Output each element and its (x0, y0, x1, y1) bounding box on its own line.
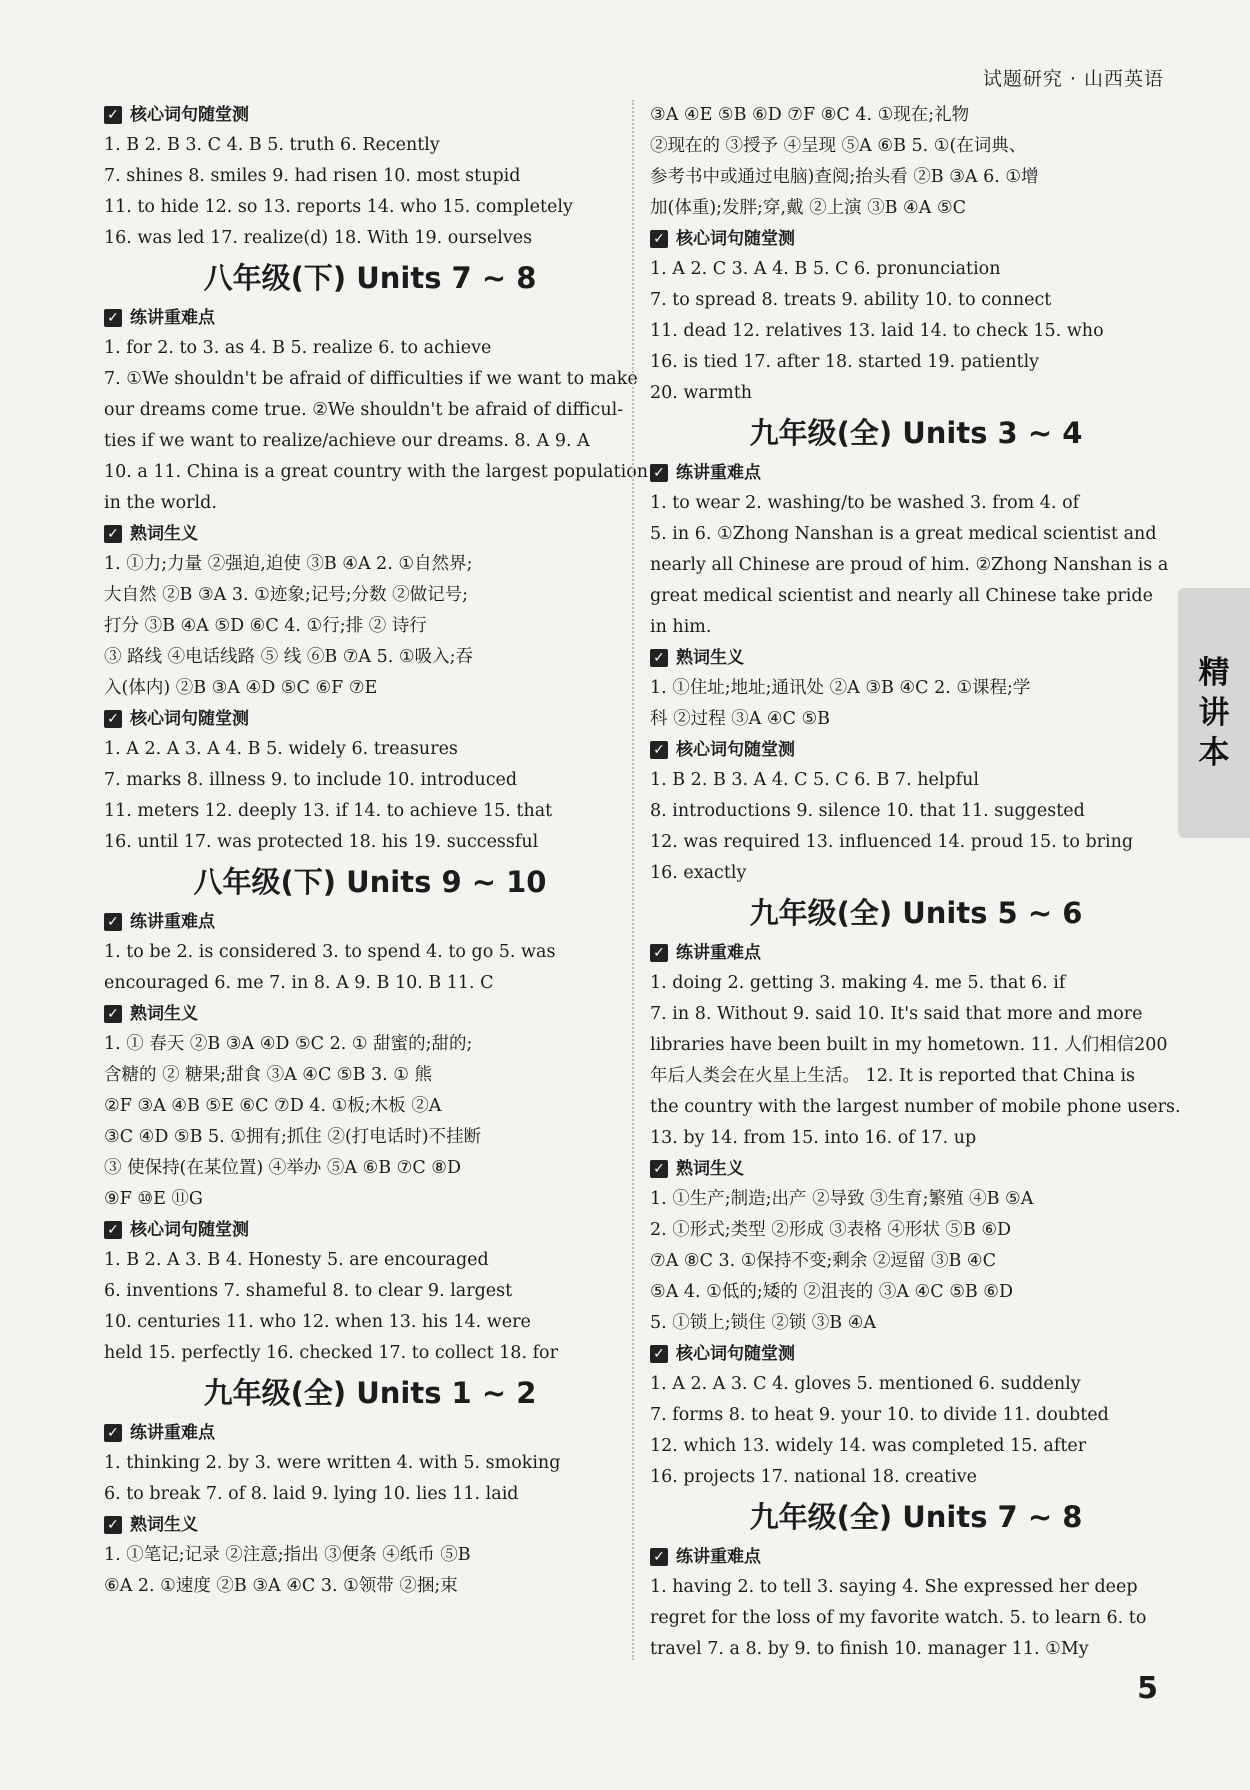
answer-line: 年后人类会在火星上生活。 12. It is reported that China is (650, 1066, 1136, 1086)
answer-line: the country with the largest number of mobile phone users. (650, 1097, 1181, 1117)
subsection-heading (650, 735, 1182, 765)
subsection-label: 核心词句随堂测 (676, 1344, 795, 1364)
answer-line: 1. to be 2. is considered 3. to spend 4. to go 5. was (104, 942, 556, 962)
answer-line: 1. to wear 2. washing/to be washed 3. from 4. of (650, 493, 1080, 513)
check-icon: ✓ (650, 1345, 668, 1363)
answer-line: ③ 使保持(在某位置) ④举办 ⑤A ⑥B ⑦C ⑧D (104, 1158, 462, 1178)
subsection-heading (650, 643, 1182, 673)
subsection-label: 核心词句随堂测 (676, 740, 795, 760)
subsection-label: 练讲重难点 (676, 1547, 761, 1567)
subsection-heading (650, 1154, 1182, 1184)
right-column (650, 100, 1182, 1665)
answer-line: 7. in 8. Without 9. said 10. It's said that more and more (650, 1004, 1143, 1024)
side-tab-char: 精 (1198, 655, 1230, 691)
answer-line: 5. in 6. ①Zhong Nanshan is a great medical scientist and (650, 524, 1157, 544)
subsection-label: 熟词生义 (676, 1159, 744, 1179)
answer-line: 1. ①笔记;记录 ②注意;指出 ③便条 ④纸币 ⑤B (104, 1545, 471, 1565)
subsection-label: 熟词生义 (130, 1004, 198, 1024)
answer-line: 1. B 2. B 3. A 4. C 5. C 6. B 7. helpful (650, 770, 979, 790)
subsection-heading (650, 224, 1182, 254)
page-header: 试题研究 · 山西英语 (982, 68, 1164, 90)
section-title: 九年级(全) Units 1 ~ 2 (203, 1376, 537, 1410)
answer-line: ②F ③A ④B ⑤E ⑥C ⑦D 4. ①板;木板 ②A (104, 1096, 442, 1116)
subsection-label: 核心词句随堂测 (130, 105, 249, 125)
subsection-heading (650, 458, 1182, 488)
page-number: 5 (1137, 1671, 1158, 1706)
answer-line: 2. ①形式;类型 ②形成 ③表格 ④形状 ⑤B ⑥D (650, 1220, 1012, 1240)
side-tab-char: 讲 (1198, 695, 1230, 731)
subsection-label: 练讲重难点 (676, 463, 761, 483)
section-title: 八年级(下) Units 7 ~ 8 (203, 261, 537, 295)
answer-line: 含糖的 ② 糖果;甜食 ③A ④C ⑤B 3. ① 熊 (104, 1065, 433, 1085)
check-icon: ✓ (104, 106, 122, 124)
check-icon: ✓ (104, 525, 122, 543)
answer-line: our dreams come true. ②We shouldn't be afraid of difficul- (104, 400, 624, 420)
answer-line: 参考书中或通过电脑)查阅;抬头看 ②B ③A 6. ①增 (650, 167, 1039, 187)
check-icon: ✓ (650, 464, 668, 482)
answer-line: 10. centuries 11. who 12. when 13. his 14. were (104, 1312, 531, 1332)
answer-line: in the world. (104, 493, 217, 513)
answer-line: 16. is tied 17. after 18. started 19. patiently (650, 352, 1040, 372)
subsection-label: 练讲重难点 (130, 1423, 215, 1443)
answer-line: nearly all Chinese are proud of him. ②Zhong Nanshan is a (650, 555, 1169, 575)
column-divider (632, 100, 634, 1660)
subsection-heading (104, 704, 636, 734)
check-icon: ✓ (104, 1221, 122, 1239)
answer-line: 1. for 2. to 3. as 4. B 5. realize 6. to achieve (104, 338, 492, 358)
answer-line: 入(体内) ②B ③A ④D ⑤C ⑥F ⑦E (104, 678, 378, 698)
answer-line: 12. was required 13. influenced 14. proud 15. to bring (650, 832, 1134, 852)
answer-line: 16. exactly (650, 863, 747, 883)
answer-line: 10. a 11. China is a great country with the largest population (104, 462, 648, 482)
answer-line: travel 7. a 8. by 9. to finish 10. manager 11. ①My (650, 1639, 1089, 1659)
answer-line: 11. meters 12. deeply 13. if 14. to achieve 15. that (104, 801, 553, 821)
left-column (104, 100, 648, 1602)
side-tab (1178, 588, 1250, 838)
check-icon: ✓ (650, 649, 668, 667)
answer-line: ③ 路线 ④电话线路 ⑤ 线 ⑥B ⑦A 5. ①吸入;吞 (104, 647, 473, 667)
answer-line: 1. A 2. A 3. A 4. B 5. widely 6. treasures (104, 739, 458, 759)
answer-line: ③A ④E ⑤B ⑥D ⑦F ⑧C 4. ①现在;礼物 (650, 105, 970, 125)
answer-line: ②现在的 ③授予 ④呈现 ⑤A ⑥B 5. ①(在词典、 (650, 136, 1027, 156)
subsection-heading (104, 1418, 636, 1448)
answer-line: ⑥A 2. ①速度 ②B ③A ④C 3. ①领带 ②捆;束 (104, 1576, 458, 1596)
subsection-heading (104, 999, 636, 1029)
answer-line: 1. A 2. C 3. A 4. B 5. C 6. pronunciation (650, 259, 1001, 279)
answer-line: 1. thinking 2. by 3. were written 4. with 5. smoking (104, 1453, 561, 1473)
answer-line: 1. ①生产;制造;出产 ②导致 ③生育;繁殖 ④B ⑤A (650, 1189, 1034, 1209)
check-icon: ✓ (104, 1005, 122, 1023)
check-icon: ✓ (104, 1516, 122, 1534)
answer-line: 13. by 14. from 15. into 16. of 17. up (650, 1128, 977, 1148)
subsection-label: 练讲重难点 (130, 308, 215, 328)
answer-line: 1. ① 春天 ②B ③A ④D ⑤C 2. ① 甜蜜的;甜的; (104, 1034, 473, 1054)
answer-line: 1. having 2. to tell 3. saying 4. She expressed her deep (650, 1577, 1138, 1597)
answer-line: 8. introductions 9. silence 10. that 11. suggested (650, 801, 1085, 821)
subsection-label: 熟词生义 (676, 648, 744, 668)
side-tab-char: 本 (1198, 735, 1230, 771)
subsection-heading (104, 907, 636, 937)
answer-line: 11. dead 12. relatives 13. laid 14. to check 15. who (650, 321, 1104, 341)
subsection-heading (104, 303, 636, 333)
answer-line: in him. (650, 617, 712, 637)
subsection-heading (650, 938, 1182, 968)
subsection-heading (104, 519, 636, 549)
subsection-label: 练讲重难点 (130, 912, 215, 932)
answer-line: 7. marks 8. illness 9. to include 10. introduced (104, 770, 518, 790)
subsection-heading (650, 1542, 1182, 1572)
section-title: 八年级(下) Units 9 ~ 10 (193, 865, 547, 899)
check-icon: ✓ (104, 1424, 122, 1442)
answer-line: 大自然 ②B ③A 3. ①迹象;记号;分数 ②做记号; (104, 585, 469, 605)
section-title: 九年级(全) Units 5 ~ 6 (749, 896, 1083, 930)
answer-line: 7. to spread 8. treats 9. ability 10. to connect (650, 290, 1052, 310)
subsection-heading (104, 1510, 636, 1540)
answer-line: 1. A 2. A 3. C 4. gloves 5. mentioned 6. suddenly (650, 1374, 1081, 1394)
answer-line: 加(体重);发胖;穿,戴 ②上演 ③B ④A ⑤C (650, 198, 967, 218)
subsection-heading (650, 1339, 1182, 1369)
answer-line: great medical scientist and nearly all Chinese take pride (650, 586, 1153, 606)
answer-line: encouraged 6. me 7. in 8. A 9. B 10. B 11. C (104, 973, 494, 993)
answer-line: 1. doing 2. getting 3. making 4. me 5. that 6. if (650, 973, 1066, 993)
answer-line: 1. B 2. A 3. B 4. Honesty 5. are encouraged (104, 1250, 489, 1270)
subsection-label: 练讲重难点 (676, 943, 761, 963)
answer-line: 6. to break 7. of 8. laid 9. lying 10. lies 11. laid (104, 1484, 519, 1504)
answer-line: ⑨F ⑩E ⑪G (104, 1189, 203, 1209)
answer-line: 5. ①锁上;锁住 ②锁 ③B ④A (650, 1313, 877, 1333)
check-icon: ✓ (650, 1160, 668, 1178)
answer-line: 12. which 13. widely 14. was completed 15. after (650, 1436, 1087, 1456)
answer-line: 11. to hide 12. so 13. reports 14. who 15. completely (104, 197, 573, 217)
answer-line: 6. inventions 7. shameful 8. to clear 9. largest (104, 1281, 513, 1301)
check-icon: ✓ (650, 1548, 668, 1566)
answer-line: 16. projects 17. national 18. creative (650, 1467, 978, 1487)
answer-line: ties if we want to realize/achieve our dreams. 8. A 9. A (104, 431, 590, 451)
answer-line: 7. shines 8. smiles 9. had risen 10. most stupid (104, 166, 521, 186)
answer-line: regret for the loss of my favorite watch. 5. to learn 6. to (650, 1608, 1147, 1628)
section-title: 九年级(全) Units 3 ~ 4 (749, 416, 1083, 450)
answer-line: 7. ①We shouldn't be afraid of difficulties if we want to make (104, 369, 638, 389)
answer-line: 1. B 2. B 3. C 4. B 5. truth 6. Recently (104, 135, 440, 155)
subsection-label: 熟词生义 (130, 524, 198, 544)
answer-line: 打分 ③B ④A ⑤D ⑥C 4. ①行;排 ② 诗行 (104, 616, 427, 636)
check-icon: ✓ (650, 741, 668, 759)
check-icon: ✓ (104, 913, 122, 931)
subsection-heading (104, 100, 636, 130)
answer-line: held 15. perfectly 16. checked 17. to collect 18. for (104, 1343, 558, 1363)
answer-line: 1. ①力;力量 ②强迫,迫使 ③B ④A 2. ①自然界; (104, 554, 473, 574)
section-title: 九年级(全) Units 7 ~ 8 (749, 1500, 1083, 1534)
check-icon: ✓ (650, 230, 668, 248)
subsection-label: 核心词句随堂测 (130, 1220, 249, 1240)
answer-line: ③C ④D ⑤B 5. ①拥有;抓住 ②(打电话时)不挂断 (104, 1127, 482, 1147)
answer-line: 16. was led 17. realize(d) 18. With 19. ourselves (104, 228, 533, 248)
check-icon: ✓ (650, 944, 668, 962)
answer-line: ⑤A 4. ①低的;矮的 ②沮丧的 ③A ④C ⑤B ⑥D (650, 1282, 1014, 1302)
answer-line: 16. until 17. was protected 18. his 19. successful (104, 832, 539, 852)
answer-line: 科 ②过程 ③A ④C ⑤B (650, 709, 831, 729)
answer-line: 7. forms 8. to heat 9. your 10. to divide 11. doubted (650, 1405, 1109, 1425)
subsection-label: 核心词句随堂测 (130, 709, 249, 729)
answer-line: ⑦A ⑧C 3. ①保持不变;剩余 ②逗留 ③B ④C (650, 1251, 997, 1271)
answer-line: libraries have been built in my hometown. 11. 人们相信200 (650, 1035, 1168, 1055)
answer-line: 1. ①住址;地址;通讯处 ②A ③B ④C 2. ①课程;学 (650, 678, 1031, 698)
subsection-label: 核心词句随堂测 (676, 229, 795, 249)
check-icon: ✓ (104, 710, 122, 728)
subsection-label: 熟词生义 (130, 1515, 198, 1535)
subsection-heading (104, 1215, 636, 1245)
answer-line: 20. warmth (650, 383, 753, 403)
check-icon: ✓ (104, 309, 122, 327)
